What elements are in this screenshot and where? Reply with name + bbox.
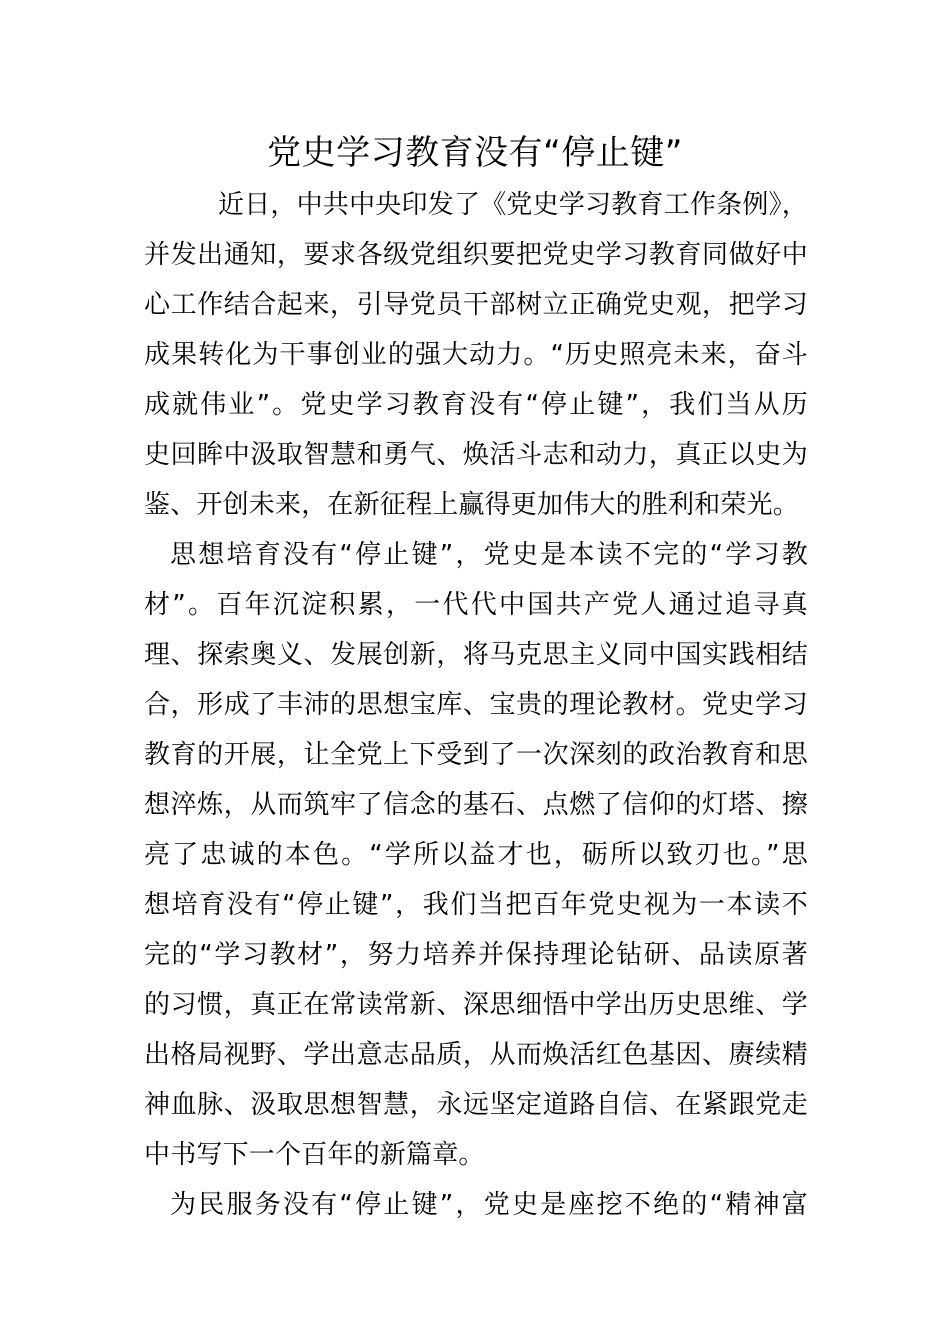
text-line: 史回眸中汲取智慧和勇气、焕活斗志和动力，真正以史为 <box>144 440 808 470</box>
text-line: 中书写下一个百年的新篇章。 <box>144 1140 485 1170</box>
text-line: 成就伟业”。党史学习教育没有“停止键”，我们当从历 <box>144 390 808 420</box>
text-line: 亮了忠诚的本色。“学所以益才也，砺所以致刃也。”思 <box>144 840 808 870</box>
text-line: 出格局视野、学出意志品质，从而焕活红色基因、赓续精 <box>144 1040 808 1070</box>
text-line: 鉴、开创未来，在新征程上赢得更加伟大的胜利和荣光。 <box>144 490 800 520</box>
paragraph-1 <box>144 180 808 530</box>
text-line: 想培育没有“停止键”，我们当把百年党史视为一本读不 <box>144 890 808 920</box>
text-line: 完的“学习教材”，努力培养并保持理论钻研、品读原著 <box>144 940 808 970</box>
paragraph-3 <box>144 1180 808 1230</box>
text-line: 为民服务没有“停止键”，党史是座挖不绝的“精神富 <box>170 1190 808 1220</box>
text-line: 并发出通知，要求各级党组织要把党史学习教育同做好中 <box>144 240 808 270</box>
text-line: 近日，中共中央印发了《党史学习教育工作条例》， <box>218 190 808 220</box>
text-line: 理、探索奥义、发展创新，将马克思主义同中国实践相结 <box>144 640 808 670</box>
text-line: 教育的开展，让全党上下受到了一次深刻的政治教育和思 <box>144 740 808 770</box>
document-body <box>144 180 808 1230</box>
text-line: 成果转化为干事创业的强大动力。“历史照亮未来，奋斗 <box>144 340 808 370</box>
text-line: 合，形成了丰沛的思想宝库、宝贵的理论教材。党史学习 <box>144 690 808 720</box>
text-line: 的习惯，真正在常读常新、深思细悟中学出历史思维、学 <box>144 990 808 1020</box>
text-line: 材”。百年沉淀积累，一代代中国共产党人通过追寻真 <box>144 590 808 620</box>
text-line: 心工作结合起来，引导党员干部树立正确党史观，把学习 <box>144 290 808 320</box>
text-line: 想淬炼，从而筑牢了信念的基石、点燃了信仰的灯塔、擦 <box>144 790 808 820</box>
document-title: 党史学习教育没有“停止键” <box>267 133 683 173</box>
paragraph-2 <box>144 530 808 1180</box>
text-line: 神血脉、汲取思想智慧，永远坚定道路自信、在紧跟党走 <box>144 1090 808 1120</box>
text-line: 思想培育没有“停止键”，党史是本读不完的“学习教 <box>170 540 808 570</box>
